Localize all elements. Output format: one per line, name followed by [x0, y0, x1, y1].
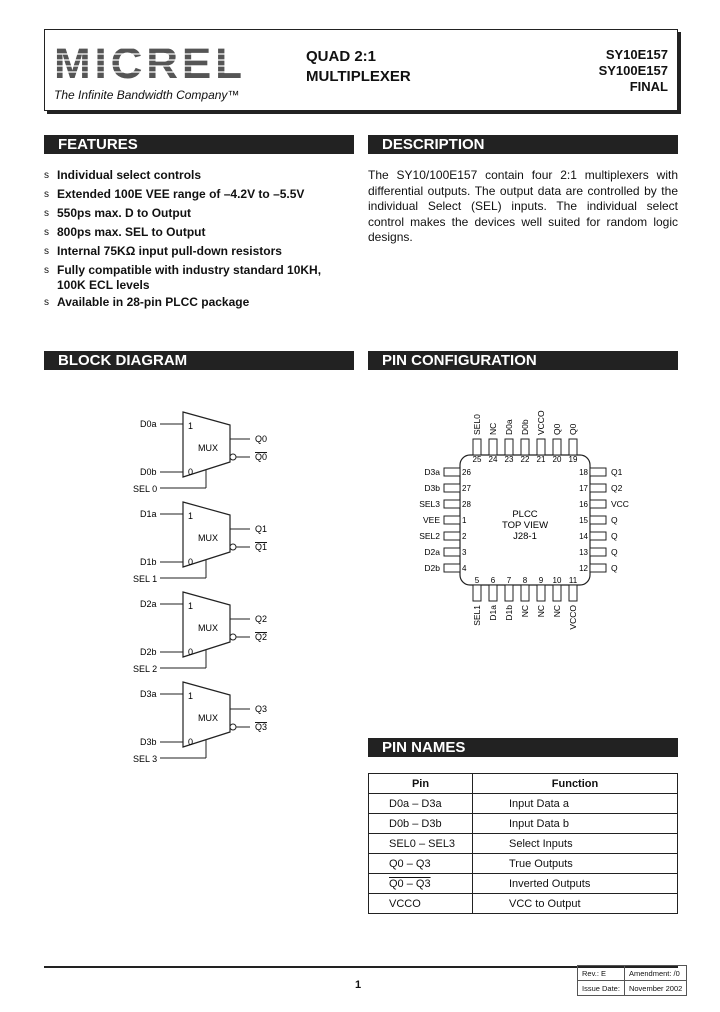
pin-cell: VCCO: [369, 894, 473, 914]
pin-configuration-diagram: [400, 395, 660, 655]
pin-column-header: Pin: [369, 774, 473, 794]
top-view-label: TOP VIEW: [501, 520, 549, 531]
pin-left: [444, 516, 460, 524]
bullet: s: [44, 189, 49, 200]
pin-number: 26: [462, 468, 471, 477]
input-b-label: D3b: [140, 737, 157, 747]
pin-number: 3: [462, 548, 467, 557]
pin-right: [590, 484, 606, 492]
table-row: [369, 834, 678, 854]
tagline: The Infinite Bandwidth Company™: [54, 88, 240, 102]
feature-item: [44, 185, 344, 204]
features-heading: FEATURES: [44, 135, 354, 154]
pin-label: Q0: [552, 423, 562, 435]
mux-input-0-label: 0: [188, 467, 194, 477]
pin-label: D0a: [504, 419, 514, 435]
pin-number: 14: [579, 532, 588, 541]
feature-item: [44, 263, 344, 278]
amendment: Amendment: /0: [624, 966, 686, 981]
pin-top: [521, 439, 529, 455]
pin-config-heading: PIN CONFIGURATION: [368, 351, 678, 370]
table-row: [369, 894, 678, 914]
sel-label: SEL 1: [133, 574, 158, 584]
mux-input-0-label: 0: [188, 647, 194, 657]
title-line-1: QUAD 2:1: [306, 48, 377, 65]
pin-top: [473, 439, 481, 455]
table-header-row: [369, 774, 678, 794]
pin-bottom: [489, 585, 497, 601]
pin-number: 8: [522, 576, 528, 585]
pin-label: Q: [611, 515, 618, 525]
bullet: s: [44, 227, 49, 238]
pin-label: NC: [520, 605, 530, 618]
feature-text: 800ps max. SEL to Output: [57, 225, 206, 239]
table-row: [369, 874, 678, 894]
pin-bottom: [473, 585, 481, 601]
function-column-header: Function: [473, 774, 678, 794]
function-cell: Inverted Outputs: [473, 874, 678, 894]
page-title: [306, 47, 411, 87]
feature-item: [44, 223, 344, 242]
sel-label: SEL 2: [133, 664, 158, 674]
plcc-label: PLCC: [512, 509, 538, 520]
pin-left: [444, 500, 460, 508]
pin-label: D2a: [424, 547, 440, 557]
rev-label: Rev.: E: [578, 966, 625, 981]
pin-label: Q0: [568, 423, 578, 435]
pin-label: SEL0: [472, 414, 482, 435]
issue-label: Issue Date:: [578, 981, 625, 996]
mux-label: MUX: [198, 713, 218, 723]
pin-right: [590, 564, 606, 572]
sel-label: SEL 3: [133, 754, 158, 764]
pin-right: [590, 468, 606, 476]
invert-bubble: [230, 634, 236, 640]
pin-label: VEE: [422, 515, 440, 525]
q-output-label: Q0: [255, 434, 268, 444]
pin-cell: Q0 – Q3: [369, 874, 473, 894]
table-row: [369, 794, 678, 814]
function-cell: Select Inputs: [473, 834, 678, 854]
pin-left: [444, 548, 460, 556]
pin-number: 19: [568, 455, 578, 464]
mux-block: [133, 412, 267, 494]
pin-label: VCCO: [536, 410, 546, 435]
description-text: The SY10/100E157 contain four 2:1 multiplexers with differential outputs. The output data are controlled by the individual Select (SEL) inputs. The individual select control makes the devices well suited for random logic designs.: [368, 168, 678, 244]
pin-label: Q: [611, 563, 618, 573]
logo-text: MICREL: [54, 40, 244, 86]
feature-item: [44, 204, 344, 223]
pin-number: 22: [520, 455, 530, 464]
pin-bottom: [505, 585, 513, 601]
pin-number: 13: [579, 548, 588, 557]
revision-table: [577, 965, 687, 996]
mux-input-1-label: 1: [188, 601, 194, 611]
qbar-output-label: Q0: [255, 452, 268, 462]
pin-left: [444, 532, 460, 540]
status-label: FINAL: [629, 79, 668, 94]
pin-left: [444, 468, 460, 476]
pin-number: 9: [538, 576, 544, 585]
pin-number: 5: [474, 576, 480, 585]
part-number-2: SY100E157: [598, 63, 668, 78]
pin-cell: Q0 – Q3: [369, 854, 473, 874]
pin-number: 28: [462, 500, 471, 509]
pin-number: 27: [462, 484, 471, 493]
mux-input-0-label: 0: [188, 737, 194, 747]
pin-right: [590, 516, 606, 524]
qbar-output-label: Q1: [255, 542, 268, 552]
bullet: s: [44, 170, 49, 181]
bullet: s: [44, 297, 49, 308]
pin-names-table: [368, 773, 678, 914]
pin-label: D2b: [424, 563, 440, 573]
mux-label: MUX: [198, 443, 218, 453]
features-list: [44, 166, 344, 312]
pin-number: 10: [552, 576, 562, 585]
issue-date: November 2002: [624, 981, 686, 996]
function-cell: True Outputs: [473, 854, 678, 874]
pin-number: 23: [504, 455, 514, 464]
table-row: [369, 814, 678, 834]
pin-label: Q: [611, 531, 618, 541]
pin-label: SEL2: [419, 531, 440, 541]
mux-block: [133, 502, 267, 584]
pin-number: 15: [579, 516, 588, 525]
pin-label: D3b: [424, 483, 440, 493]
pin-right: [590, 532, 606, 540]
mux-input-1-label: 1: [188, 421, 194, 431]
mux-block: [133, 682, 267, 764]
pin-number: 6: [490, 576, 496, 585]
micrel-logo: [54, 40, 249, 86]
function-cell: Input Data a: [473, 794, 678, 814]
input-a-label: D0a: [140, 419, 157, 429]
input-b-label: D1b: [140, 557, 157, 567]
input-a-label: D1a: [140, 509, 157, 519]
function-cell: Input Data b: [473, 814, 678, 834]
pin-number: 16: [579, 500, 588, 509]
pin-number: 20: [552, 455, 562, 464]
pin-label: Q: [611, 547, 618, 557]
pin-label: NC: [552, 605, 562, 618]
pin-right: [590, 548, 606, 556]
invert-bubble: [230, 724, 236, 730]
bullet: s: [44, 208, 49, 219]
description-heading: DESCRIPTION: [368, 135, 678, 154]
pin-label: SEL1: [472, 605, 482, 626]
feature-text: Individual select controls: [57, 168, 202, 182]
pin-number: 17: [579, 484, 588, 493]
input-a-label: D2a: [140, 599, 157, 609]
pin-number: 4: [462, 564, 467, 573]
pin-label: Q1: [611, 467, 623, 477]
page-number: 1: [355, 979, 362, 991]
table-row: [369, 854, 678, 874]
pin-label: D1a: [488, 605, 498, 621]
pin-number: 11: [568, 576, 578, 585]
title-line-2: MULTIPLEXER: [306, 68, 411, 85]
pin-top: [569, 439, 577, 455]
invert-bubble: [230, 544, 236, 550]
mux-input-0-label: 0: [188, 557, 194, 567]
feature-text: Available in 28-pin PLCC package: [57, 295, 250, 309]
pin-number: 1: [462, 516, 467, 525]
feature-item: [44, 242, 344, 261]
pin-label: SEL3: [419, 499, 440, 509]
mux-label: MUX: [198, 623, 218, 633]
part-number-1: SY10E157: [605, 47, 668, 62]
feature-text: Internal 75KΩ input pull-down resistors: [57, 244, 282, 258]
pin-bottom: [569, 585, 577, 601]
feature-item: [44, 166, 344, 185]
pin-top: [505, 439, 513, 455]
pin-bottom: [553, 585, 561, 601]
pin-number: 12: [579, 564, 588, 573]
q-output-label: Q1: [255, 524, 268, 534]
pin-number: 24: [488, 455, 498, 464]
pin-label: NC: [488, 422, 498, 435]
pin-top: [537, 439, 545, 455]
sel-label: SEL 0: [133, 484, 158, 494]
q-output-label: Q3: [255, 704, 268, 714]
function-cell: VCC to Output: [473, 894, 678, 914]
bullet: s: [44, 265, 49, 276]
pin-label: NC: [536, 605, 546, 618]
feature-text: 550ps max. D to Output: [57, 206, 192, 220]
block-diagram: [120, 400, 290, 780]
package-code: J28-1: [513, 531, 537, 542]
pin-label: D0b: [520, 419, 530, 435]
invert-bubble: [230, 454, 236, 460]
pin-number: 25: [472, 455, 482, 464]
pin-number: 2: [462, 532, 467, 541]
qbar-output-label: Q3: [255, 722, 268, 732]
block-diagram-heading: BLOCK DIAGRAM: [44, 351, 354, 370]
bullet: s: [44, 246, 49, 257]
pin-cell: D0b – D3b: [369, 814, 473, 834]
pin-cell: D0a – D3a: [369, 794, 473, 814]
feature-item-cont: [44, 278, 344, 293]
input-a-label: D3a: [140, 689, 157, 699]
mux-input-1-label: 1: [188, 691, 194, 701]
pin-top: [489, 439, 497, 455]
qbar-output-label: Q2: [255, 632, 268, 642]
pin-number: 7: [506, 576, 512, 585]
feature-text: 100K ECL levels: [57, 278, 150, 292]
pin-label: VCCO: [568, 605, 578, 630]
mux-block: [133, 592, 267, 674]
input-b-label: D0b: [140, 467, 157, 477]
q-output-label: Q2: [255, 614, 268, 624]
pin-label: D3a: [424, 467, 440, 477]
feature-text: Extended 100E VEE range of –4.2V to –5.5V: [57, 187, 305, 201]
pin-number: 21: [536, 455, 546, 464]
pin-cell: SEL0 – SEL3: [369, 834, 473, 854]
feature-item: [44, 293, 344, 312]
part-numbers: [599, 47, 668, 95]
pin-top: [553, 439, 561, 455]
pin-bottom: [537, 585, 545, 601]
pin-label: D1b: [504, 605, 514, 621]
pin-names-heading: PIN NAMES: [368, 738, 678, 757]
feature-text: Fully compatible with industry standard 10KH,: [57, 263, 322, 277]
pin-right: [590, 500, 606, 508]
pin-number: 18: [579, 468, 588, 477]
mux-input-1-label: 1: [188, 511, 194, 521]
pin-label: VCC: [611, 499, 629, 509]
pin-left: [444, 564, 460, 572]
mux-label: MUX: [198, 533, 218, 543]
pin-left: [444, 484, 460, 492]
input-b-label: D2b: [140, 647, 157, 657]
pin-bottom: [521, 585, 529, 601]
pin-label: Q2: [611, 483, 623, 493]
